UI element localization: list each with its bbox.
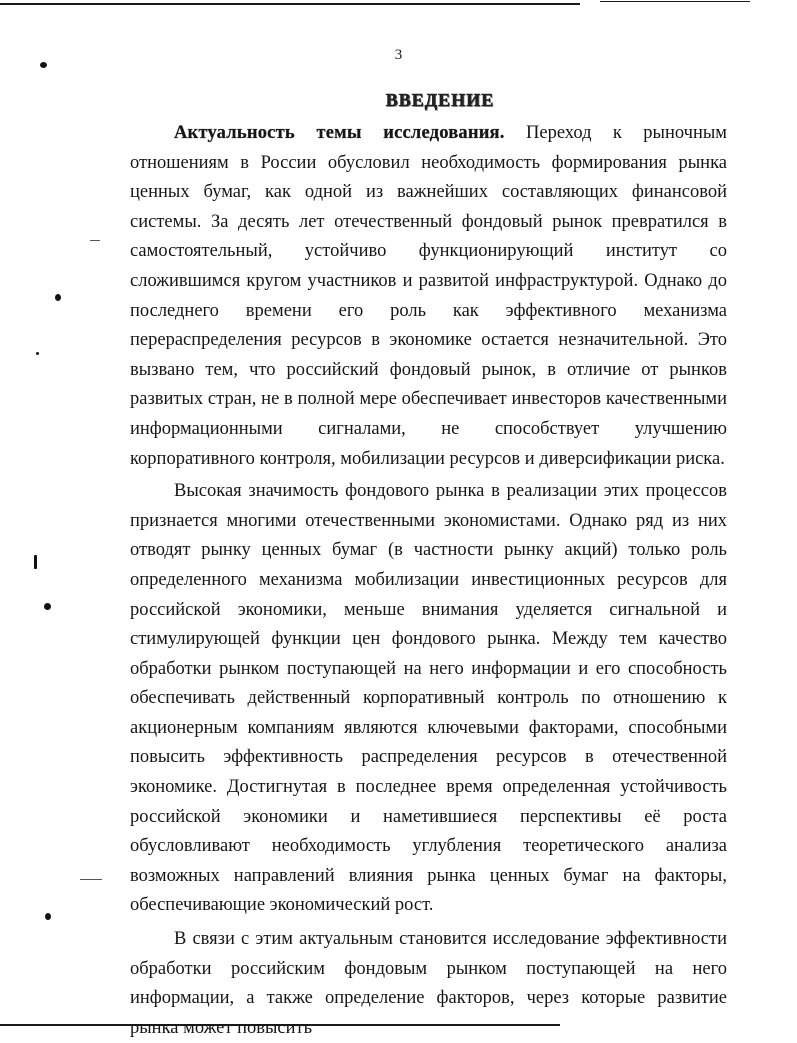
- page-number: 3: [394, 47, 403, 63]
- scan-mark: [80, 879, 102, 880]
- paragraph: [130, 477, 727, 921]
- scan-mark: [36, 352, 39, 355]
- paragraph-text: В связи с этим актуальным становится исследование эффективности обработки российским фондовым рынком поступающей на него информации, а также определение факторов, через которые развитие рынка может повысить: [130, 929, 727, 1038]
- paragraph: [130, 119, 727, 474]
- page-title: ВВЕДЕНИЕ: [385, 90, 495, 110]
- scan-mark: [45, 913, 51, 920]
- scan-edge-top: [0, 3, 580, 5]
- paragraph: [130, 925, 727, 1043]
- scan-edge-top-right: [600, 1, 750, 2]
- scan-mark: [34, 555, 37, 569]
- scan-mark: [44, 603, 51, 610]
- scan-mark: [90, 240, 100, 241]
- paragraph-text: Высокая значимость фондового рынка в реализации этих процессов признается многими отечественными экономистами. Однако ряд из них отводят рынку ценных бумаг (в частности рынку акций) только роль определенного механизма мобилизации инвестиционных ресурсов для российской экономики, меньше внимания уделяется сигнальной и стимулирующей функции цен фондового рынка. Между тем качество обработки рынком поступающей на него информации и его способность обеспечивать действенный корпоративный контроль по отношению к акционерным компаниям являются ключевыми факторами, способными повысить эффективность распределения ресурсов в отечественной экономике. Достигнутая в последнее время определенная устойчивость российской экономики и наметившиеся перспективы её роста обусловливают необходимость углубления теоретического анализа возможных направлений влияния рынка ценных бумаг на факторы, обеспечивающие экономический рост.: [130, 481, 727, 916]
- paragraph-lead: Актуальность темы исследования.: [174, 123, 505, 143]
- body-text: [130, 119, 727, 1043]
- scan-mark: [55, 294, 61, 301]
- paragraph-text: Переход к рыночным отношениям в России обусловил необходимость формирования рынка ценных бумаг, как одной из важнейших составляющих финансовой системы. За десять лет отечественный фондовый рынок превратился в самостоятельный, устойчиво функционирующий институт со сложившимся кругом участников и развитой инфраструктурой. Однако до последнего времени его роль как эффективного механизма перераспределения ресурсов в экономике остается незначительной. Это вызвано тем, что российский фондовый рынок, в отличие от рынков развитых стран, не в полной мере обеспечивает инвесторов качественными информационными сигналами, не способствует улучшению корпоративного контроля, мобилизации ресурсов и диверсификации риска.: [130, 123, 727, 469]
